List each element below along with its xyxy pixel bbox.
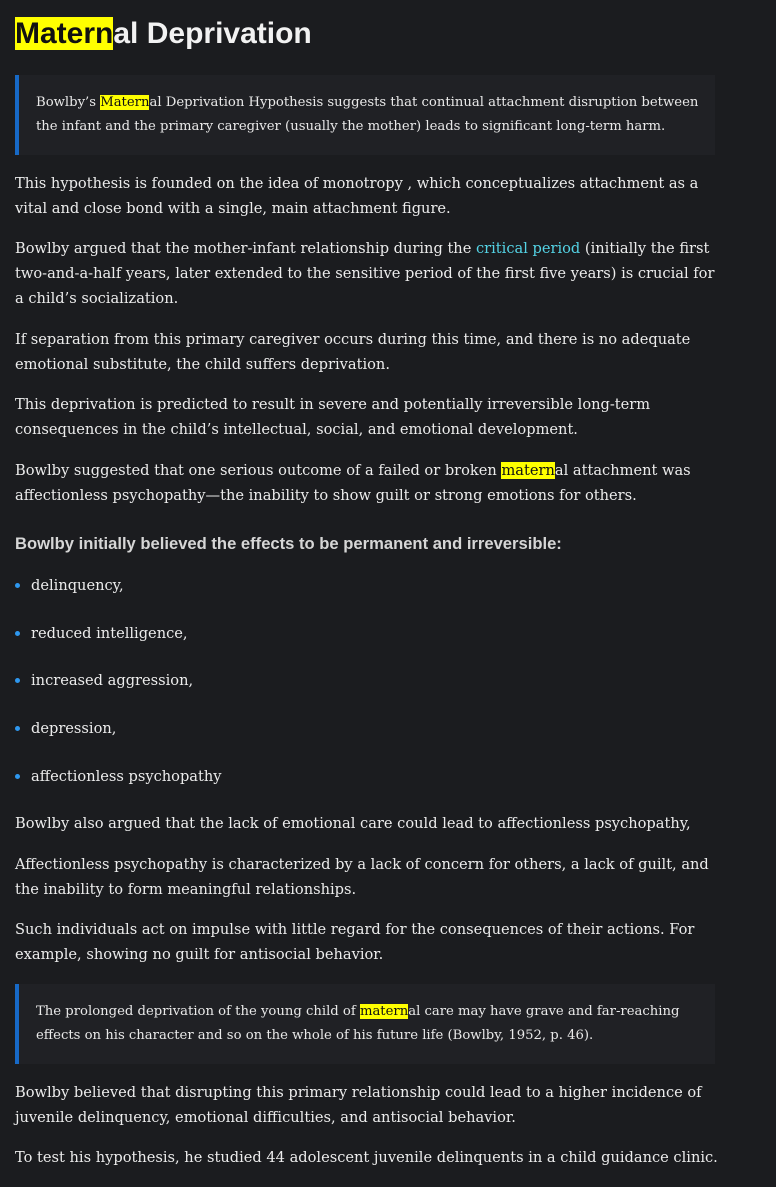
- search-highlight: Matern: [100, 95, 150, 110]
- page-title: [15, 16, 312, 52]
- list-item: delinquency,: [15, 571, 715, 600]
- paragraph: Bowlby believed that disrupting this primary relationship could lead to a higher incidence of juvenile delinquency, emotional difficulties, and antisocial behavior.: [15, 1084, 702, 1126]
- paragraph: Affectionless psychopathy is characterized by a lack of concern for others, a lack of guilt, and the inability to form meaningful relationships.: [15, 856, 709, 898]
- paragraph: This deprivation is predicted to result in severe and potentially irreversible long-term consequences in the child’s intellectual, social, and emotional development.: [15, 396, 651, 438]
- title-rest: al Deprivation: [113, 17, 312, 50]
- bullet-icon: [15, 726, 20, 731]
- bullet-icon: [15, 678, 20, 683]
- section-subheading: Bowlby initially believed the effects to be permanent and irreversible:: [15, 534, 562, 553]
- list-item: affectionless psychopathy: [15, 762, 715, 791]
- paragraph: To test his hypothesis, he studied 44 adolescent juvenile delinquents in a child guidance clinic.: [15, 1149, 718, 1166]
- search-highlight: Matern: [15, 17, 114, 50]
- blockquote-bowlby-1952: The prolonged deprivation of the young child of maternal care may have grave and far-reaching effects on his character and so on the whole of his future life (Bowlby, 1952, p. 46).: [15, 984, 715, 1064]
- paragraph: Bowlby argued that the mother-infant relationship during the critical period (initially the first two-and-a-half years, later extended to the sensitive period of the first five years) is crucial for a child’s socialization.: [15, 240, 715, 307]
- blockquote-hypothesis: Bowlby’s Maternal Deprivation Hypothesis suggests that continual attachment disruption between the infant and the primary caregiver (usually the mother) leads to significant long-term harm.: [15, 75, 715, 155]
- bullet-icon: [15, 631, 20, 636]
- paragraph: Bowlby suggested that one serious outcome of a failed or broken maternal attachment was affectionless psychopathy—the inability to show guilt or strong emotions for others.: [15, 462, 691, 504]
- effects-list: [15, 571, 715, 809]
- list-item: depression,: [15, 714, 715, 743]
- bullet-icon: [15, 774, 20, 779]
- critical-period-link[interactable]: critical period: [475, 240, 581, 257]
- list-item: reduced intelligence,: [15, 619, 715, 648]
- search-highlight: matern: [359, 1004, 409, 1019]
- paragraph: Bowlby also argued that the lack of emotional care could lead to affectionless psychopathy,: [15, 815, 691, 832]
- paragraph: This hypothesis is founded on the idea of monotropy , which conceptualizes attachment as a vital and close bond with a single, main attachment figure.: [15, 175, 699, 217]
- bullet-icon: [15, 583, 20, 588]
- paragraph: Such individuals act on impulse with little regard for the consequences of their actions. For example, showing no guilt for antisocial behavior.: [15, 921, 695, 963]
- list-item: increased aggression,: [15, 666, 715, 695]
- search-highlight: matern: [501, 462, 555, 479]
- paragraph: If separation from this primary caregiver occurs during this time, and there is no adequate emotional substitute, the child suffers deprivation.: [15, 331, 691, 373]
